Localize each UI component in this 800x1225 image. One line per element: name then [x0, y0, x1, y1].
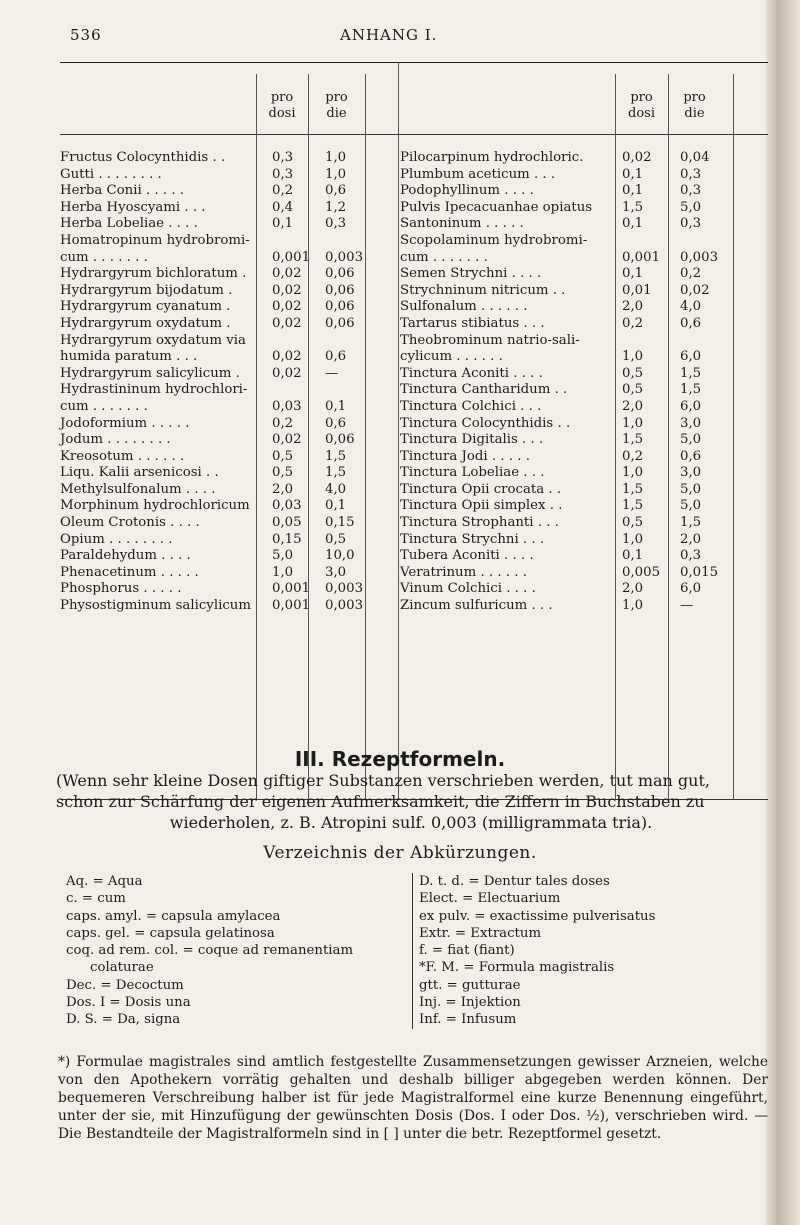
abbreviation-entry: D. t. d. = Dentur tales doses — [419, 874, 610, 889]
section-paragraph: (Wenn sehr kleine Dosen giftiger Substanzen verschrieben werden, tut man gut, schon zur Schärfung der eigenen Aufmerksamkeit, die Ziffern in Buchstaben zu wiederholen, z. B. Atropini sulf. 0,003 (milligrammata tria). — [56, 771, 710, 832]
drug-name: Phosphorus . . . . . — [60, 581, 182, 597]
dose-per-day: 5,0 — [680, 498, 702, 514]
dose-per-dose: 0,1 — [272, 216, 294, 232]
dose-per-dose: 5,0 — [272, 548, 294, 564]
drug-name: Opium . . . . . . . . — [60, 531, 173, 547]
drug-name: Vinum Colchici . . . . — [400, 581, 536, 597]
dose-per-day: 0,2 — [680, 266, 702, 282]
dose-per-day: 5,0 — [680, 199, 702, 215]
dose-per-dose: 0,5 — [272, 448, 294, 464]
drug-name: Podophyllinum . . . . — [400, 183, 534, 199]
drug-name: Tinctura Digitalis . . . — [400, 432, 544, 448]
dose-per-day: — — [680, 598, 694, 614]
abbreviation-entry: coq. ad rem. col. = coque ad remanentiam — [66, 943, 354, 959]
dose-per-day: 4,0 — [325, 481, 347, 497]
drug-name: Phenacetinum . . . . . — [60, 564, 199, 580]
dose-per-dose: 1,5 — [622, 199, 644, 215]
dose-per-day: 0,6 — [325, 349, 347, 365]
drug-name: Hydrargyrum salicylicum . — [60, 365, 240, 381]
drug-name: Jodoformium . . . . . — [60, 415, 190, 431]
dose-per-dose: 1,0 — [622, 349, 644, 365]
abbreviation-entry: *F. M. = Formula magistralis — [419, 960, 615, 976]
drug-name: Semen Strychni . . . . — [400, 266, 542, 282]
drug-name: Tubera Aconiti . . . . — [400, 548, 534, 564]
dose-per-day: 0,5 — [325, 531, 347, 547]
dose-per-dose: 0,2 — [272, 183, 294, 199]
abbreviation-entry: gtt. = gutturae — [419, 977, 521, 993]
drug-name: Tinctura Strychni . . . — [400, 531, 545, 547]
dose-per-day: 0,02 — [680, 282, 710, 298]
dose-per-day: 6,0 — [680, 581, 702, 597]
abbreviation-entry: caps. amyl. = capsula amylacea — [66, 908, 281, 924]
dose-per-dose: 0,001 — [272, 598, 311, 614]
drug-name: Hydrargyrum bichloratum . — [60, 266, 247, 282]
drug-name: Herba Lobeliae . . . . — [60, 216, 198, 232]
dose-per-dose: 1,5 — [622, 432, 644, 448]
drug-name: Tinctura Lobeliae . . . — [400, 465, 545, 481]
abbreviations-heading: Verzeichnis der Abkürzungen. — [263, 843, 537, 863]
dose-per-dose: 0,15 — [272, 531, 302, 547]
abbreviation-entry: Aq. = Aqua — [66, 874, 143, 889]
drug-name: Paraldehydum . . . . — [60, 548, 191, 564]
drug-name: Pilocarpinum hydrochloric. — [400, 150, 584, 165]
drug-name: Oleum Crotonis . . . . — [60, 515, 200, 531]
dose-per-dose: 2,0 — [622, 581, 644, 597]
dose-per-day: 1,2 — [325, 199, 347, 215]
dose-per-dose: 0,02 — [622, 150, 652, 165]
col-header-pro-die: pro die — [683, 90, 706, 121]
dose-per-day: — — [325, 365, 339, 381]
dose-per-day: 5,0 — [680, 432, 702, 448]
col-header-pro-die: pro die — [325, 90, 348, 121]
drug-name: Methylsulfonalum . . . . — [60, 481, 216, 497]
drug-name: Hydrargyrum oxydatum . — [60, 315, 231, 331]
abbreviation-entry: c. = cum — [66, 891, 126, 907]
drug-name: Sulfonalum . . . . . . — [400, 299, 528, 315]
drug-name: Hydrastininum hydrochlori- cum . . . . . . . — [60, 382, 248, 414]
dose-per-day: 1,5 — [680, 365, 702, 381]
abbreviations-right — [412, 873, 779, 1029]
dose-per-day: 0,06 — [325, 282, 355, 298]
drug-name: Veratrinum . . . . . . — [400, 564, 527, 580]
dose-per-dose: 0,02 — [272, 315, 302, 331]
dose-per-dose: 0,001 — [272, 581, 311, 597]
dose-per-dose: 0,3 — [272, 150, 294, 165]
abbreviation-entry: f. = fiat (fiant) — [419, 943, 515, 959]
dose-per-day: 5,0 — [680, 481, 702, 497]
drug-name: Strychninum nitricum . . — [400, 282, 566, 298]
drug-name: Tinctura Colchici . . . — [400, 398, 542, 414]
drug-name: Hydrargyrum oxydatum via humida paratum . . . — [60, 332, 246, 365]
dose-per-day: 0,3 — [680, 548, 702, 564]
page-edge — [766, 0, 800, 1225]
drug-name: Morphinum hydrochloricum — [60, 498, 250, 514]
dose-per-day: 0,06 — [325, 432, 355, 448]
dose-per-dose: 1,5 — [622, 481, 644, 497]
dose-per-day: 0,003 — [680, 249, 719, 265]
dose-per-dose: 0,02 — [272, 365, 302, 381]
drug-name: Jodum . . . . . . . . — [60, 432, 171, 448]
abbreviation-entry: Elect. = Electuarium — [419, 891, 561, 907]
dose-per-dose: 0,5 — [622, 515, 644, 531]
dose-per-dose: 0,1 — [622, 166, 644, 182]
dose-per-dose: 0,001 — [622, 249, 661, 265]
dose-per-day: 1,5 — [680, 382, 702, 398]
dose-per-day: 1,5 — [325, 448, 347, 464]
dose-per-day: 10,0 — [325, 548, 355, 564]
dose-per-day: 0,6 — [680, 448, 702, 464]
dose-per-day: 0,003 — [325, 249, 364, 265]
drug-name: Tinctura Opii simplex . . — [400, 498, 563, 514]
dose-per-dose: 2,0 — [622, 299, 644, 315]
dose-per-day: 1,5 — [325, 465, 347, 481]
drug-name: Tinctura Strophanti . . . — [400, 515, 559, 531]
dose-per-day: 0,04 — [680, 150, 710, 165]
dose-per-dose: 0,1 — [622, 548, 644, 564]
drug-name: Tinctura Aconiti . . . . — [400, 365, 543, 381]
drug-name: Tartarus stibiatus . . . — [400, 315, 545, 331]
drug-name: Herba Hyoscyami . . . — [60, 199, 206, 215]
dose-per-day: 3,0 — [680, 415, 702, 431]
drug-name: Tinctura Colocynthidis . . — [400, 415, 571, 431]
dose-per-day: 6,0 — [680, 398, 702, 414]
dose-per-day: 1,5 — [680, 515, 702, 531]
dose-per-day: 2,0 — [680, 531, 702, 547]
drug-name: Santoninum . . . . . — [400, 216, 524, 232]
dose-per-day: 0,1 — [325, 498, 347, 514]
drug-name: Physostigminum salicylicum — [60, 598, 251, 614]
dose-per-day: 0,3 — [680, 183, 702, 199]
abbreviation-entry: Extr. = Extractum — [419, 925, 542, 941]
col-header-pro-dosi: pro dosi — [268, 90, 296, 121]
dose-per-dose: 0,4 — [272, 199, 294, 215]
abbreviations-left — [66, 873, 396, 1029]
dose-per-dose: 0,005 — [622, 564, 661, 580]
dose-per-day: 0,06 — [325, 266, 355, 282]
dose-per-day: 6,0 — [680, 349, 702, 365]
dose-per-dose: 0,5 — [272, 465, 294, 481]
dose-per-dose: 2,0 — [272, 481, 294, 497]
dose-per-dose: 0,03 — [272, 398, 302, 414]
dose-per-dose: 0,2 — [622, 448, 644, 464]
dose-per-dose: 1,0 — [622, 465, 644, 481]
dose-per-dose: 0,3 — [272, 166, 294, 182]
abbreviation-entry: ex pulv. = exactissime pulverisatus — [419, 908, 656, 924]
dose-per-day: 1,0 — [325, 150, 347, 165]
dose-per-day: 0,3 — [680, 166, 702, 182]
dose-per-dose: 1,0 — [622, 415, 644, 431]
drug-name: Liqu. Kalii arsenicosi . . — [60, 465, 219, 481]
footnote: *) Formulae magistrales sind amtlich festgestellte Zusammensetzungen gewisser Arzneien, welche von den Apothekern vorrätig gehalten und deshalb billiger abgegeben werden können. Der bequemeren Verschreibung halber ist für jede Magistralformel eine kurze Benennung eingeführt, unter der sie, mit Hinzufügung der gewünschten Dosis (Dos. I oder Dos. ½), verschrieben wird. — Die Bestandteile der Magistralformeln sind in [ ] unter die betr. Rezeptformel gesetzt. — [58, 1054, 768, 1142]
dose-per-day: 1,0 — [325, 166, 347, 182]
dose-per-dose: 0,03 — [272, 498, 302, 514]
dose-per-dose: 2,0 — [622, 398, 644, 414]
dose-per-dose: 0,01 — [622, 282, 652, 298]
dose-per-day: 0,003 — [325, 598, 364, 614]
running-title: ANHANG I. — [340, 26, 438, 44]
drug-name: Herba Conii . . . . . — [60, 183, 185, 199]
dose-per-dose: 0,02 — [272, 299, 302, 315]
dose-per-dose: 1,0 — [622, 531, 644, 547]
dose-table-right — [398, 62, 768, 800]
dose-per-day: 4,0 — [680, 299, 702, 315]
drug-name: Scopolaminum hydrobromi- cum . . . . . . . — [400, 232, 588, 265]
dose-per-dose: 0,02 — [272, 266, 302, 282]
drug-name: Pulvis Ipecacuanhae opiatus — [400, 199, 593, 215]
abbreviation-entry: caps. gel. = capsula gelatinosa — [66, 925, 275, 941]
dose-per-day: 0,6 — [325, 415, 347, 431]
dose-per-dose: 1,0 — [622, 598, 644, 614]
drug-name: Fructus Colocynthidis . . — [60, 150, 226, 165]
drug-name: Theobrominum natrio-sali- cylicum . . . . . . — [400, 332, 580, 365]
abbreviation-entry: colaturae — [90, 960, 154, 976]
drug-name: Homatropinum hydrobromi- cum . . . . . . . — [60, 232, 250, 265]
dose-per-day: 0,6 — [680, 315, 702, 331]
dose-per-dose: 0,1 — [622, 266, 644, 282]
page-number: 536 — [70, 26, 102, 44]
abbreviation-entry: Inj. = Injektion — [419, 995, 521, 1011]
dose-per-dose: 0,2 — [272, 415, 294, 431]
drug-name: Kreosotum . . . . . . — [60, 448, 185, 464]
drug-name: Tinctura Opii crocata . . — [400, 481, 562, 497]
dose-per-dose: 1,5 — [622, 498, 644, 514]
drug-name: Hydrargyrum bijodatum . — [60, 282, 233, 298]
abbreviation-entry: Inf. = Infusum — [419, 1012, 517, 1028]
abbreviation-entry: D. S. = Da, signa — [66, 1012, 181, 1028]
dose-table-left — [60, 62, 420, 800]
abbreviation-entry: Dos. I = Dosis una — [66, 995, 191, 1011]
section-title: III. Rezeptformeln. — [294, 747, 506, 771]
dose-per-day: 0,15 — [325, 515, 355, 531]
dose-per-dose: 0,02 — [272, 282, 302, 298]
dose-per-dose: 0,1 — [622, 183, 644, 199]
abbreviation-entry: Dec. = Decoctum — [66, 977, 184, 993]
dose-per-dose: 0,5 — [622, 365, 644, 381]
dose-per-day: 3,0 — [680, 465, 702, 481]
dose-per-day: 0,6 — [325, 183, 347, 199]
drug-name: Hydrargyrum cyanatum . — [60, 299, 231, 315]
drug-name: Tinctura Cantharidum . . — [400, 382, 568, 398]
drug-name: Plumbum aceticum . . . — [400, 166, 556, 182]
dose-per-day: 0,003 — [325, 581, 364, 597]
dose-per-dose: 0,2 — [622, 315, 644, 331]
dose-per-day: 3,0 — [325, 564, 347, 580]
dose-per-dose: 0,001 — [272, 249, 311, 265]
dose-per-day: 0,06 — [325, 299, 355, 315]
dose-per-dose: 0,1 — [622, 216, 644, 232]
dose-per-day: 0,015 — [680, 564, 719, 580]
dose-per-dose: 0,05 — [272, 515, 302, 531]
dose-per-day: 0,3 — [680, 216, 702, 232]
dose-per-dose: 1,0 — [272, 564, 294, 580]
dose-per-day: 0,1 — [325, 398, 347, 414]
drug-name: Tinctura Jodi . . . . . — [400, 448, 530, 464]
dose-per-dose: 0,02 — [272, 349, 302, 365]
dose-per-dose: 0,5 — [622, 382, 644, 398]
dose-per-dose: 0,02 — [272, 432, 302, 448]
drug-name: Gutti . . . . . . . . — [60, 166, 162, 182]
dose-per-day: 0,3 — [325, 216, 347, 232]
dose-per-day: 0,06 — [325, 315, 355, 331]
drug-name: Zincum sulfuricum . . . — [400, 598, 553, 614]
col-header-pro-dosi: pro dosi — [628, 90, 655, 121]
